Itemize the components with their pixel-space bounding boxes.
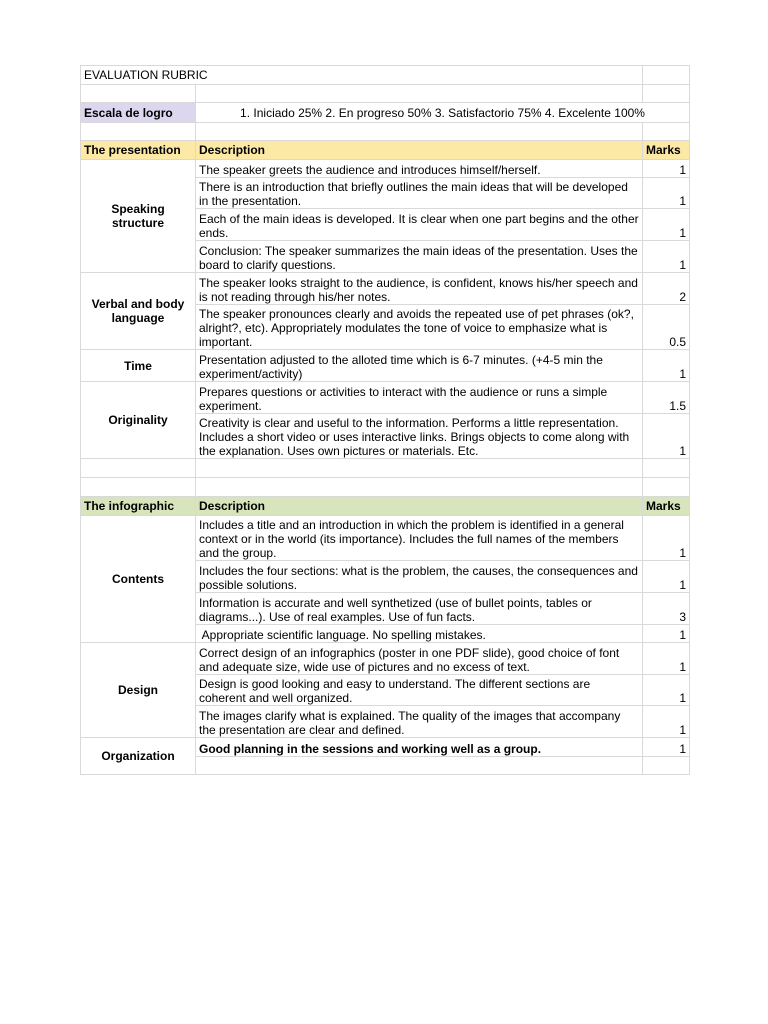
category-verbal-body-language: Verbal and body language [81,273,196,350]
category-speaking-structure: Speaking structure [81,160,196,273]
description-cell: The speaker pronounces clearly and avoids the repeated use of pet phrases (ok?, alright?, etc). Appropriately modulates the tone of voice to emphasize what is important. [196,305,643,350]
infographic-header-description: Description [196,497,643,516]
mark-cell: 1 [643,241,690,273]
description-cell: The images clarify what is explained. The quality of the images that accompany the presentation are clear and defined. [196,706,643,738]
mark-cell: 0.5 [643,305,690,350]
table-row [81,160,690,178]
presentation-header-marks: Marks [643,141,690,160]
category-organization: Organization [81,738,196,775]
category-originality: Originality [81,382,196,459]
category-time: Time [81,350,196,382]
description-cell: Presentation adjusted to the alloted time which is 6-7 minutes. (+4-5 min the experiment/activity) [196,350,643,382]
infographic-header-category: The infographic [81,497,196,516]
mark-cell: 1 [643,178,690,209]
mark-cell: 1 [643,209,690,241]
spacer-row [81,459,690,478]
scale-row [81,103,690,123]
description-cell: Each of the main ideas is developed. It is clear when one part begins and the other ends. [196,209,643,241]
title-row [81,66,690,85]
table-row [81,738,690,757]
mark-cell: 2 [643,273,690,305]
description-cell: Conclusion: The speaker summarizes the main ideas of the presentation. Uses the board to clarify questions. [196,241,643,273]
description-cell: Includes the four sections: what is the problem, the causes, the consequences and possible solutions. [196,561,643,593]
empty-cell [643,66,690,85]
page-title: EVALUATION RUBRIC [81,66,643,85]
description-cell: Creativity is clear and useful to the information. Performs a little representation. Includes a short video or uses interactive links. Brings objects to come along with the explanation. Uses own pictures or materials. Etc. [196,414,643,459]
mark-cell: 1 [643,675,690,706]
description-cell: Good planning in the sessions and working well as a group. [196,738,643,757]
mark-cell: 1 [643,561,690,593]
mark-cell: 1 [643,350,690,382]
mark-cell: 3 [643,593,690,625]
description-cell: The speaker looks straight to the audience, is confident, knows his/her speech and is not reading through his/her notes. [196,273,643,305]
spacer-row [81,478,690,497]
description-cell: Prepares questions or activities to interact with the audience or runs a simple experiment. [196,382,643,414]
table-row [81,382,690,414]
mark-cell: 1 [643,160,690,178]
description-cell: Appropriate scientific language. No spelling mistakes. [196,625,643,643]
presentation-header-row [81,141,690,160]
mark-cell: 1.5 [643,382,690,414]
mark-cell: 1 [643,706,690,738]
description-cell: Includes a title and an introduction in which the problem is identified in a general context or in the world (its importance). Includes the full names of the members and the group. [196,516,643,561]
mark-cell: 1 [643,625,690,643]
presentation-header-description: Description [196,141,643,160]
description-cell [196,757,643,775]
table-row [81,516,690,561]
mark-cell: 1 [643,643,690,675]
mark-cell [643,757,690,775]
spacer-row [81,123,690,141]
scale-text: 1. Iniciado 25% 2. En progreso 50% 3. Satisfactorio 75% 4. Excelente 100% [196,103,690,123]
description-cell: Design is good looking and easy to understand. The different sections are coherent and well organized. [196,675,643,706]
spacer-row [81,85,690,103]
description-cell: Correct design of an infographics (poster in one PDF slide), good choice of font and adequate size, wide use of pictures and no excess of text. [196,643,643,675]
infographic-header-marks: Marks [643,497,690,516]
category-design: Design [81,643,196,738]
mark-cell: 1 [643,414,690,459]
description-cell: Information is accurate and well synthetized (use of bullet points, tables or diagrams...). Use of real examples. Use of fun facts. [196,593,643,625]
infographic-header-row [81,497,690,516]
table-row [81,273,690,305]
mark-cell: 1 [643,738,690,757]
table-row [81,350,690,382]
description-cell: The speaker greets the audience and introduces himself/herself. [196,160,643,178]
description-cell: There is an introduction that briefly outlines the main ideas that will be developed in the presentation. [196,178,643,209]
table-row [81,643,690,675]
category-contents: Contents [81,516,196,643]
rubric-sheet [80,65,689,775]
presentation-header-category: The presentation [81,141,196,160]
rubric-table [80,65,690,775]
mark-cell: 1 [643,516,690,561]
scale-label: Escala de logro [81,103,196,123]
